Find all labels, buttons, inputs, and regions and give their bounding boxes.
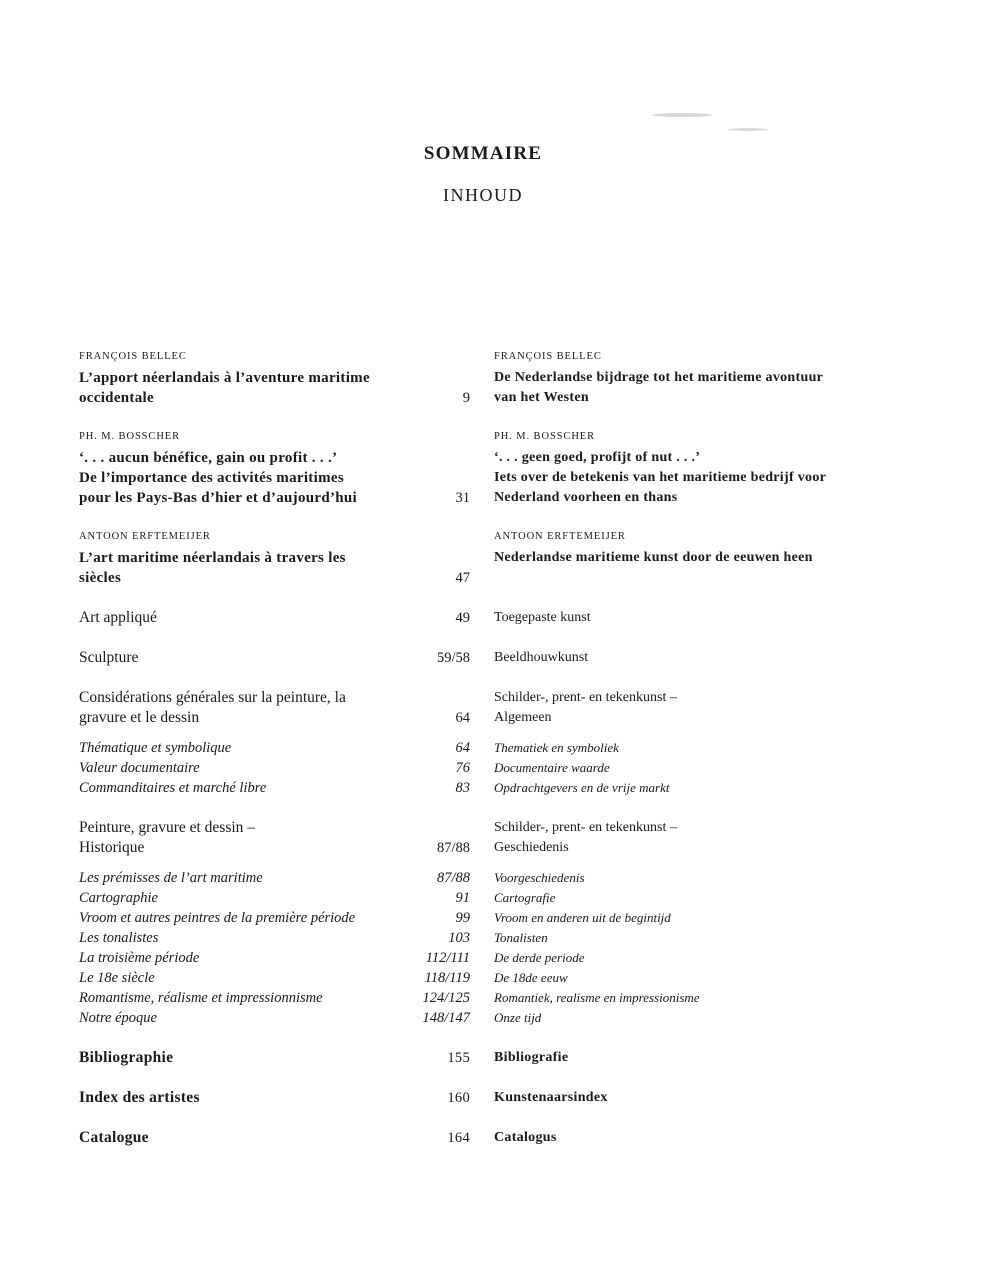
toc-subentry[interactable]: Tonalisten [494, 930, 548, 945]
essay-title-line: ‘. . . geen goed, profijt of nut . . .’ [494, 450, 701, 465]
essay-title-line: siècles [79, 570, 122, 586]
page-title: SOMMAIRE [423, 143, 543, 164]
toc-subentry[interactable] [79, 758, 470, 778]
page-number: 112/111 [425, 950, 470, 966]
scan-mark [652, 113, 712, 117]
toc-essay[interactable] [79, 350, 470, 408]
toc-essay[interactable] [79, 430, 470, 508]
toc-subentry[interactable] [79, 988, 470, 1008]
toc-subentry[interactable]: Cartografie [494, 890, 556, 905]
toc-subentry[interactable] [79, 928, 470, 948]
essay-title-line: L’art maritime néerlandais à travers les [79, 550, 346, 566]
page-number: 124/125 [422, 990, 470, 1006]
toc-subentry[interactable]: Romantiek, realisme en impressionisme [494, 990, 700, 1005]
essay-title-line: Iets over de betekenis van het maritieme bedrijf voor [494, 470, 827, 485]
page-number: 83 [455, 780, 470, 796]
toc-entry-art-applique[interactable] [79, 608, 470, 628]
subentry-label: Vroom et autres peintres de la première période [79, 910, 356, 926]
subentry-list [494, 868, 914, 1028]
toc-subentry[interactable] [79, 908, 470, 928]
toc-subentry[interactable]: De derde periode [494, 950, 585, 965]
toc-entry-catalogus[interactable]: Catalogus [494, 1130, 557, 1145]
essay-title-line: ‘. . . aucun bénéfice, gain ou profit . . .’ [79, 450, 338, 466]
page-number: 99 [455, 910, 470, 926]
subentry-label: Commanditaires et marché libre [79, 780, 267, 796]
entry-label: Sculpture [79, 649, 139, 666]
page-number: 64 [455, 740, 470, 756]
page-number: 59/58 [436, 650, 470, 666]
subentry-label: La troisième période [79, 950, 200, 966]
entry-label-line: Considérations générales sur la peinture, la [79, 689, 346, 706]
entry-label-line: Geschiedenis [494, 840, 569, 855]
entry-label: Index des artistes [79, 1089, 200, 1106]
toc-entry-bibliographie[interactable] [79, 1048, 470, 1068]
page-number: 155 [447, 1050, 470, 1066]
toc-entry-kunstenaarsindex[interactable]: Kunstenaarsindex [494, 1090, 608, 1105]
subentry-list [79, 738, 470, 798]
entry-label: Beeldhouwkunst [494, 650, 589, 665]
page-number: 47 [455, 570, 470, 586]
page-number: 76 [455, 760, 470, 776]
page-number: 9 [462, 390, 470, 406]
toc-entry-index[interactable] [79, 1088, 470, 1108]
subentry-label: Thématique et symbolique [79, 740, 232, 756]
essay-title-line: pour les Pays-Bas d’hier et d’aujourd’hui [79, 490, 358, 506]
toc-entry-beeldhouwkunst[interactable] [494, 648, 914, 668]
toc-essay[interactable] [79, 530, 470, 588]
entry-label: Art appliqué [79, 609, 157, 626]
toc-subentry[interactable]: Vroom en anderen uit de begintijd [494, 910, 671, 925]
subentry-label: Les tonalistes [79, 930, 159, 946]
page-number: 148/147 [422, 1010, 470, 1026]
essay-author: PH. M. BOSSCHER [494, 431, 596, 442]
essay-title-line: occidentale [79, 390, 154, 406]
entry-label-line: Algemeen [494, 710, 552, 725]
entry-label-line: gravure et le dessin [79, 709, 200, 726]
essay-author: ANTOON ERFTEMEIJER [79, 531, 211, 542]
toc-column-dutch [494, 350, 914, 1148]
toc-column-french [79, 350, 470, 1148]
entry-label: Bibliographie [79, 1049, 174, 1066]
entry-label-line: Schilder-, prent- en tekenkunst – [494, 690, 677, 705]
toc-entry-algemeen[interactable] [494, 688, 914, 728]
subentry-label: Cartographie [79, 890, 158, 906]
page-number: 164 [447, 1130, 470, 1146]
subentry-list [79, 868, 470, 1028]
toc-subentry[interactable] [79, 888, 470, 908]
essay-author: FRANÇOIS BELLEC [79, 351, 187, 362]
page-number: 64 [455, 710, 470, 726]
page-number: 87/88 [436, 840, 470, 856]
subentry-label: Notre époque [79, 1010, 157, 1026]
page-subtitle: INHOUD [443, 185, 523, 205]
essay-author: FRANÇOIS BELLEC [494, 351, 602, 362]
subentry-label: Romantisme, réalisme et impressionnisme [79, 990, 323, 1006]
toc-entry-catalogue[interactable] [79, 1128, 470, 1148]
subentry-label: Les prémisses de l’art maritime [79, 870, 263, 886]
toc-entry-geschiedenis[interactable] [494, 818, 914, 858]
toc-subentry[interactable] [79, 868, 470, 888]
toc-subentry[interactable]: Thematiek en symboliek [494, 740, 619, 755]
entry-label-line: Historique [79, 839, 145, 856]
essay-author: ANTOON ERFTEMEIJER [494, 531, 626, 542]
page-number: 118/119 [424, 970, 470, 986]
page-number: 31 [455, 490, 470, 506]
toc-essay[interactable] [494, 350, 914, 408]
entry-label-line: Peinture, gravure et dessin – [79, 819, 256, 836]
toc-subentry[interactable] [79, 968, 470, 988]
essay-title-line: L’apport néerlandais à l’aventure maritime [79, 370, 370, 386]
toc-subentry[interactable] [79, 738, 470, 758]
toc-essay[interactable] [494, 430, 914, 508]
page-number: 91 [455, 890, 470, 906]
page-number: 87/88 [436, 870, 470, 886]
essay-title-line: De Nederlandse bijdrage tot het maritieme avontuur [494, 370, 824, 385]
entry-label: Toegepaste kunst [494, 610, 591, 625]
toc-entry-historique[interactable] [79, 818, 470, 858]
subentry-label: Le 18e siècle [79, 970, 155, 986]
essay-author: PH. M. BOSSCHER [79, 431, 181, 442]
scan-mark [728, 128, 768, 131]
subentry-label: Valeur documentaire [79, 760, 200, 776]
page-number: 160 [447, 1090, 470, 1106]
essay-title-line: Nederlandse maritieme kunst door de eeuwen heen [494, 550, 813, 565]
toc-subentry[interactable]: Opdrachtgevers en de vrije markt [494, 780, 670, 795]
subentry-list [494, 738, 914, 798]
entry-label: Catalogue [79, 1129, 149, 1146]
page-number: 49 [455, 610, 470, 626]
toc-essay[interactable] [494, 530, 914, 588]
toc-entry-considerations[interactable] [79, 688, 470, 728]
toc-subentry[interactable]: Onze tijd [494, 1010, 542, 1025]
toc-entry-sculpture[interactable] [79, 648, 470, 668]
toc-entry-bibliografie[interactable]: Bibliografie [494, 1050, 569, 1065]
essay-title-line: van het Westen [494, 390, 589, 405]
toc-subentry[interactable]: Documentaire waarde [494, 760, 610, 775]
toc-subentry[interactable] [79, 778, 470, 798]
essay-title-line: Nederland voorheen en thans [494, 490, 678, 505]
toc-subentry[interactable] [79, 948, 470, 968]
toc-subentry[interactable]: De 18de eeuw [494, 970, 568, 985]
entry-label-line: Schilder-, prent- en tekenkunst – [494, 820, 677, 835]
toc-subentry[interactable]: Voorgeschiedenis [494, 870, 585, 885]
essay-title-line: De l’importance des activités maritimes [79, 470, 344, 486]
toc-subentry[interactable] [79, 1008, 470, 1028]
page-number: 103 [448, 930, 470, 946]
toc-entry-toegepaste-kunst[interactable] [494, 608, 914, 628]
